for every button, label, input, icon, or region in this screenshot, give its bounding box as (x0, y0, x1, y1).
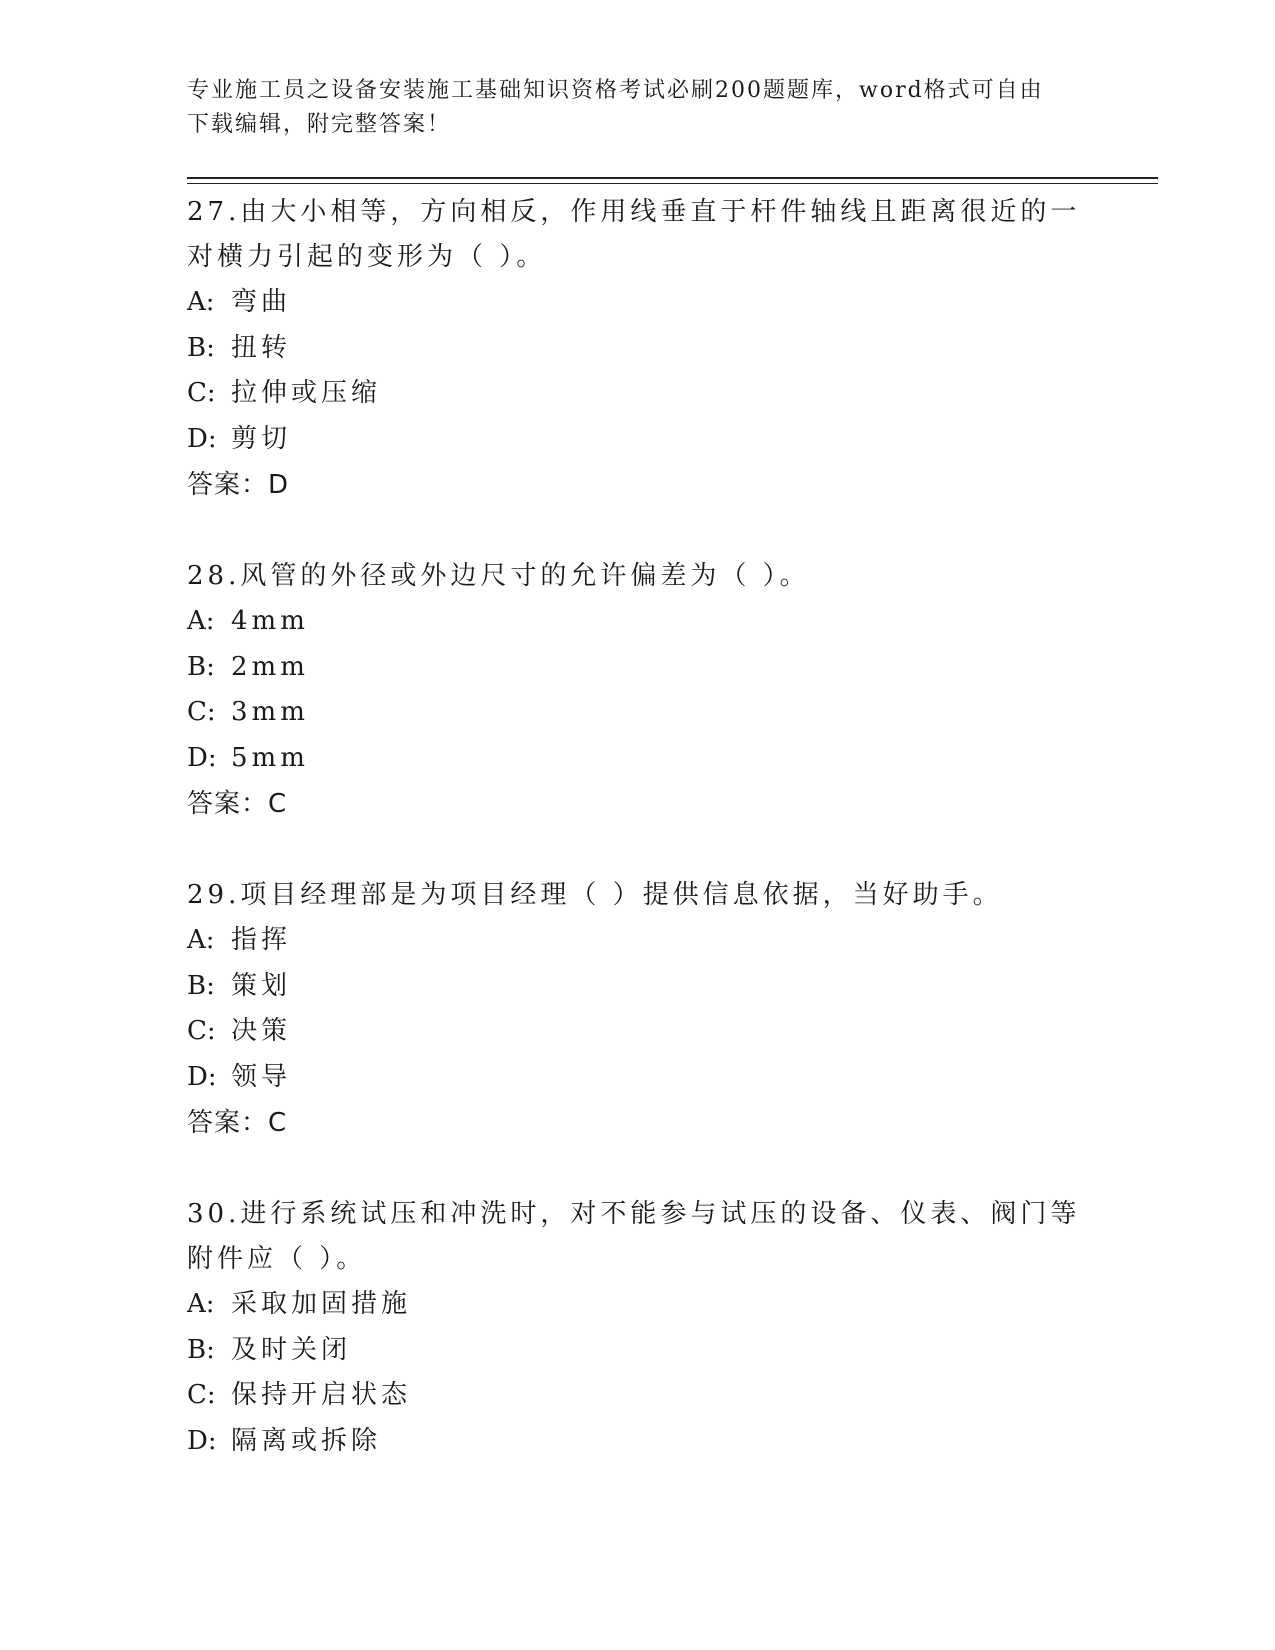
option-letter: C: (187, 378, 216, 408)
option-text: 隔离或拆除 (231, 1425, 382, 1456)
question-28 (187, 554, 1087, 827)
option-text: 采取加固措施 (231, 1289, 412, 1319)
option-b (187, 1328, 1087, 1374)
question-30 (187, 1192, 1087, 1464)
option-text: 扭转 (231, 332, 292, 363)
option-letter: A: (187, 1289, 215, 1319)
option-text: 及时关闭 (231, 1334, 352, 1365)
option-letter: A: (187, 925, 215, 955)
question-text: 29.项目经理部是为项目经理（ ）提供信息依据，当好助手。 (187, 880, 1003, 910)
option-text: 保持开启状态 (231, 1380, 412, 1410)
option-letter: D: (187, 742, 217, 773)
option-letter: B: (187, 651, 215, 682)
header-divider-thin (187, 183, 1158, 184)
option-letter: C: (187, 697, 216, 727)
option-a (187, 280, 1087, 326)
option-d (187, 1419, 1087, 1465)
option-letter: D: (187, 1425, 217, 1456)
option-c (187, 690, 1087, 736)
question-27 (187, 190, 1087, 508)
option-b (187, 326, 1087, 372)
option-text: 3mm (231, 697, 309, 727)
option-c (187, 1373, 1087, 1419)
option-c (187, 371, 1087, 417)
answer-line: 答案：C (187, 789, 288, 819)
option-b (187, 645, 1087, 691)
option-b (187, 964, 1087, 1010)
option-letter: D: (187, 1061, 217, 1092)
option-d (187, 417, 1087, 463)
document-header: 专业施工员之设备安装施工基础知识资格考试必刷200题题库，word格式可自由下载编辑，附完整答案！ (187, 78, 1044, 137)
option-a (187, 1282, 1087, 1328)
option-text: 5mm (231, 742, 309, 773)
question-29 (187, 873, 1087, 1146)
option-a (187, 918, 1087, 964)
question-list (187, 190, 1087, 1510)
option-text: 领导 (231, 1061, 292, 1092)
option-text: 指挥 (231, 925, 292, 955)
option-letter: C: (187, 1380, 216, 1410)
question-text: 30.进行系统试压和冲洗时，对不能参与试压的设备、仪表、阀门等附件应（ ）。 (187, 1199, 1081, 1274)
option-letter: C: (187, 1016, 216, 1046)
answer-line: 答案：C (187, 1108, 288, 1138)
option-text: 剪切 (231, 423, 292, 454)
header-divider-thick (187, 177, 1158, 179)
option-d (187, 1055, 1087, 1101)
option-text: 决策 (231, 1016, 292, 1046)
question-text: 27.由大小相等，方向相反，作用线垂直于杆件轴线且距离很近的一对横力引起的变形为（ ）。 (187, 197, 1081, 272)
option-text: 策划 (231, 970, 292, 1001)
option-text: 4mm (231, 606, 309, 636)
option-letter: B: (187, 970, 215, 1001)
option-d (187, 736, 1087, 782)
option-letter: B: (187, 332, 215, 363)
option-letter: A: (187, 287, 215, 317)
option-a (187, 599, 1087, 645)
question-text: 28.风管的外径或外边尺寸的允许偏差为（ ）。 (187, 561, 810, 591)
option-c (187, 1009, 1087, 1055)
answer-line: 答案：D (187, 470, 290, 500)
option-letter: B: (187, 1334, 215, 1365)
option-text: 弯曲 (231, 287, 292, 317)
option-letter: A: (187, 606, 215, 636)
option-text: 2mm (231, 651, 309, 682)
option-text: 拉伸或压缩 (231, 378, 382, 408)
option-letter: D: (187, 423, 217, 454)
